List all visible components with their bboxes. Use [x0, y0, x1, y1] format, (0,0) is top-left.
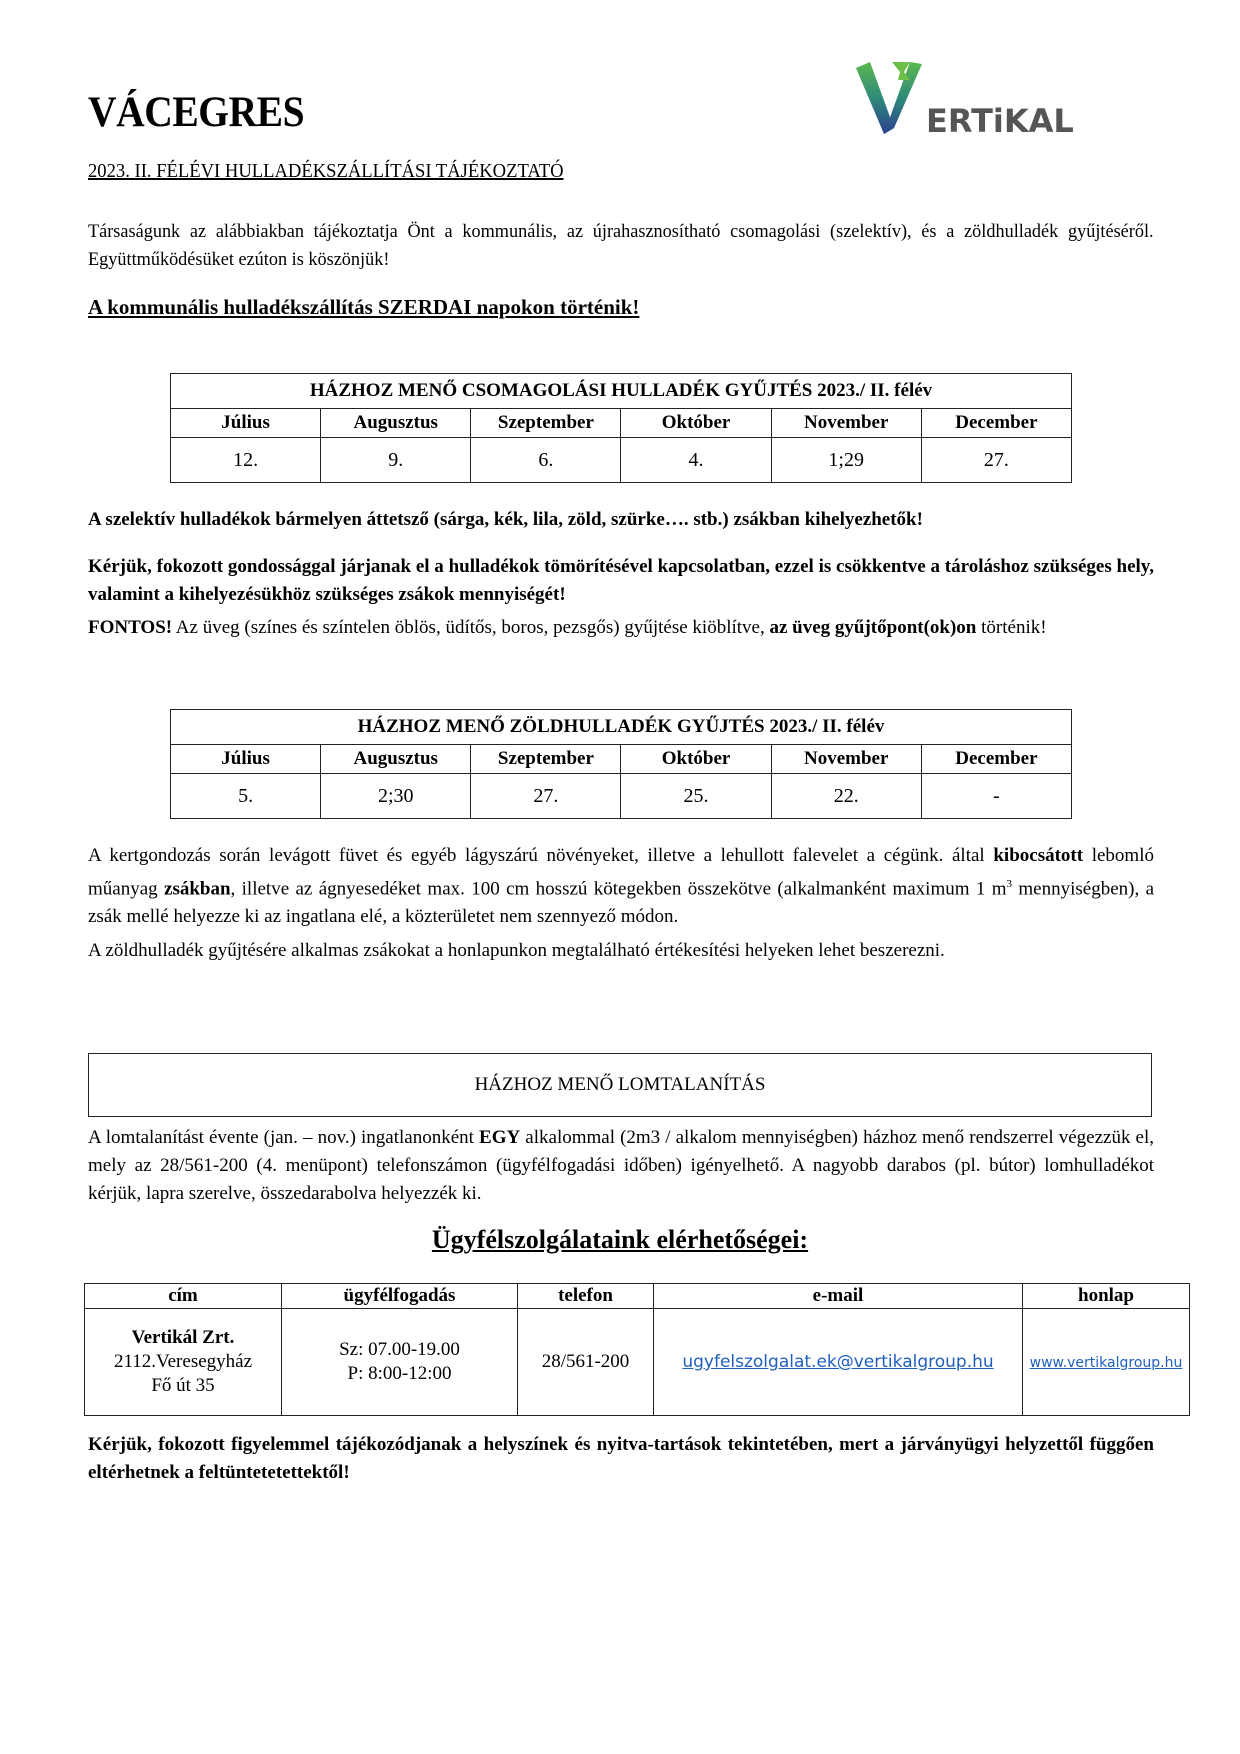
- glass-note: [88, 614, 1154, 642]
- month-header: Július: [171, 409, 321, 438]
- month-header: Augusztus: [321, 745, 471, 774]
- collection-day: 22.: [771, 774, 921, 819]
- month-header: December: [921, 409, 1071, 438]
- green-waste-instructions: [88, 842, 1154, 931]
- glass-text: Az üveg (színes és színtelen öblös, üdítős, boros, pezsgős) gyűjtése kiöblítve,: [172, 617, 770, 638]
- collection-day: -: [921, 774, 1071, 819]
- communal-prefix: A kommunális hulladékszállítás: [88, 295, 378, 319]
- column-header: honlap: [1023, 1284, 1190, 1309]
- text-part: EGY: [479, 1127, 521, 1148]
- collection-day: 1;29: [771, 438, 921, 483]
- collection-day: 2;30: [321, 774, 471, 819]
- communal-suffix: napokon történik!: [471, 295, 640, 319]
- collection-day: 9.: [321, 438, 471, 483]
- company-name: Vertikál Zrt.: [131, 1327, 235, 1348]
- column-header: cím: [85, 1284, 282, 1309]
- text-part: A lomtalanítást évente (jan. – nov.) ingatlanonként: [88, 1127, 480, 1148]
- glass-end: történik!: [976, 617, 1047, 638]
- hours-line: Sz: 07.00-19.00: [339, 1339, 460, 1360]
- packaging-table-caption: HÁZHOZ MENŐ CSOMAGOLÁSI HULLADÉK GYŰJTÉS 2023./ II. félév: [171, 374, 1072, 409]
- text-part: lebomló műanyag: [88, 845, 1154, 900]
- vertikal-v-logo-icon: [838, 58, 1078, 142]
- packaging-schedule-table: [170, 373, 1072, 483]
- month-header: Szeptember: [471, 745, 621, 774]
- selective-bags-note: A szelektív hulladékok bármelyen áttetsző (sárga, kék, lila, zöld, szürke…. stb.) zsákban kihelyezhetők!: [88, 509, 923, 530]
- green-table-caption: HÁZHOZ MENŐ ZÖLDHULLADÉK GYŰJTÉS 2023./ II. félév: [171, 710, 1072, 745]
- text-part: A kertgondozás során levágott füvet és egyéb lágyszárú növényeket, illetve a lehullott falevelet a cégünk. által: [88, 845, 994, 866]
- page-title: VÁCEGRES: [88, 89, 305, 136]
- email-cell: [654, 1309, 1023, 1416]
- collection-day: 4.: [621, 438, 771, 483]
- month-header: December: [921, 745, 1071, 774]
- contact-heading: Ügyfélszolgálataink elérhetőségei:: [431, 1225, 809, 1254]
- footer-note: Kérjük, fokozott figyelemmel tájékozódjanak a helyszínek és nyitva-tartások tekintetében, mert a járványügyi helyzettől függően eltérhetnek a feltüntetetettektől!: [88, 1434, 1154, 1483]
- month-header: November: [771, 409, 921, 438]
- collection-day: 12.: [171, 438, 321, 483]
- logo-text: ERTiKAL: [926, 102, 1074, 140]
- text-part: , illetve az ágnyesedéket max. 100 cm hosszú kötegekben összekötve (alkalmanként maximum 1 m: [230, 878, 1007, 900]
- website-cell: [1023, 1309, 1190, 1416]
- address-line: 2112.Veresegyház: [113, 1351, 253, 1372]
- vertikal-logo: [838, 58, 1078, 142]
- collection-day: 25.: [621, 774, 771, 819]
- hours-cell: [282, 1309, 518, 1416]
- text-part: kibocsátott: [993, 845, 1084, 866]
- intro-paragraph: Társaságunk az alábbiakban tájékoztatja Önt a kommunális, az újrahasznosítható csomagolási (szelektív), és a zöldhulladék gyűjtéséről. Együttműködésüket ezúton is köszönjük!: [88, 221, 1154, 270]
- column-header: telefon: [518, 1284, 654, 1309]
- bulky-waste-title-box: [88, 1053, 1152, 1117]
- superscript: 3: [1006, 878, 1013, 890]
- column-header: e-mail: [654, 1284, 1023, 1309]
- collection-day: 27.: [921, 438, 1071, 483]
- glass-important-label: FONTOS!: [88, 617, 173, 638]
- collection-day: 5.: [171, 774, 321, 819]
- collection-day: 27.: [471, 774, 621, 819]
- month-header: Október: [621, 409, 771, 438]
- collection-day: 6.: [471, 438, 621, 483]
- address-line: Fő út 35: [151, 1375, 215, 1396]
- month-header: Szeptember: [471, 409, 621, 438]
- month-header: Október: [621, 745, 771, 774]
- bulky-waste-text: [88, 1124, 1154, 1208]
- month-header: November: [771, 745, 921, 774]
- page-subtitle: 2023. II. FÉLÉVI HULLADÉKSZÁLLÍTÁSI TÁJÉKOZTATÓ: [88, 160, 564, 182]
- communal-day: SZERDAI: [378, 295, 472, 319]
- green-bags-note: A zöldhulladék gyűjtésére alkalmas zsákokat a honlapunkon megtalálható értékesítési helyeken lehet beszerezni.: [88, 940, 945, 961]
- email-link[interactable]: ugyfelszolgalat.ek@vertikalgroup.hu: [682, 1352, 994, 1372]
- website-link[interactable]: www.vertikalgroup.hu: [1029, 1354, 1183, 1371]
- month-header: Július: [171, 745, 321, 774]
- communal-collection-heading: [88, 295, 639, 320]
- column-header: ügyfélfogadás: [282, 1284, 518, 1309]
- text-part: mennyiségben), a zsák mellé helyezze ki az ingatlana elé, a közterületet nem szennyező módon.: [88, 878, 1154, 928]
- month-header: Augusztus: [321, 409, 471, 438]
- hours-line: P: 8:00-12:00: [347, 1363, 452, 1384]
- glass-collection-point: az üveg gyűjtőpont(ok)on: [769, 617, 977, 638]
- contact-table: [84, 1283, 1190, 1416]
- text-part: zsákban: [164, 878, 231, 900]
- text-part: alkalommal (2m3 / alkalom mennyiségben) házhoz menő rendszerrel végezzük el, mely az 28/561-200 (4. menüpont) telefonszámon (ügyfélfogadási időben) igényelhető. A nagyobb darabos (pl. bútor) lomhulladékot kérjük, lapra szerelve, összedarabolva helyezzék ki.: [88, 1127, 1154, 1204]
- address-cell: [85, 1309, 282, 1416]
- compression-note: Kérjük, fokozott gondossággal járjanak el a hulladékok tömörítésével kapcsolatban, ezzel is csökkentve a tároláshoz szükséges hely, valamint a kihelyezésükhöz szükséges zsákok mennyiségét!: [88, 556, 1154, 605]
- phone-cell: 28/561-200: [518, 1309, 654, 1416]
- green-waste-schedule-table: [170, 709, 1072, 819]
- bulky-waste-title: HÁZHOZ MENŐ LOMTALANÍTÁS: [474, 1074, 766, 1095]
